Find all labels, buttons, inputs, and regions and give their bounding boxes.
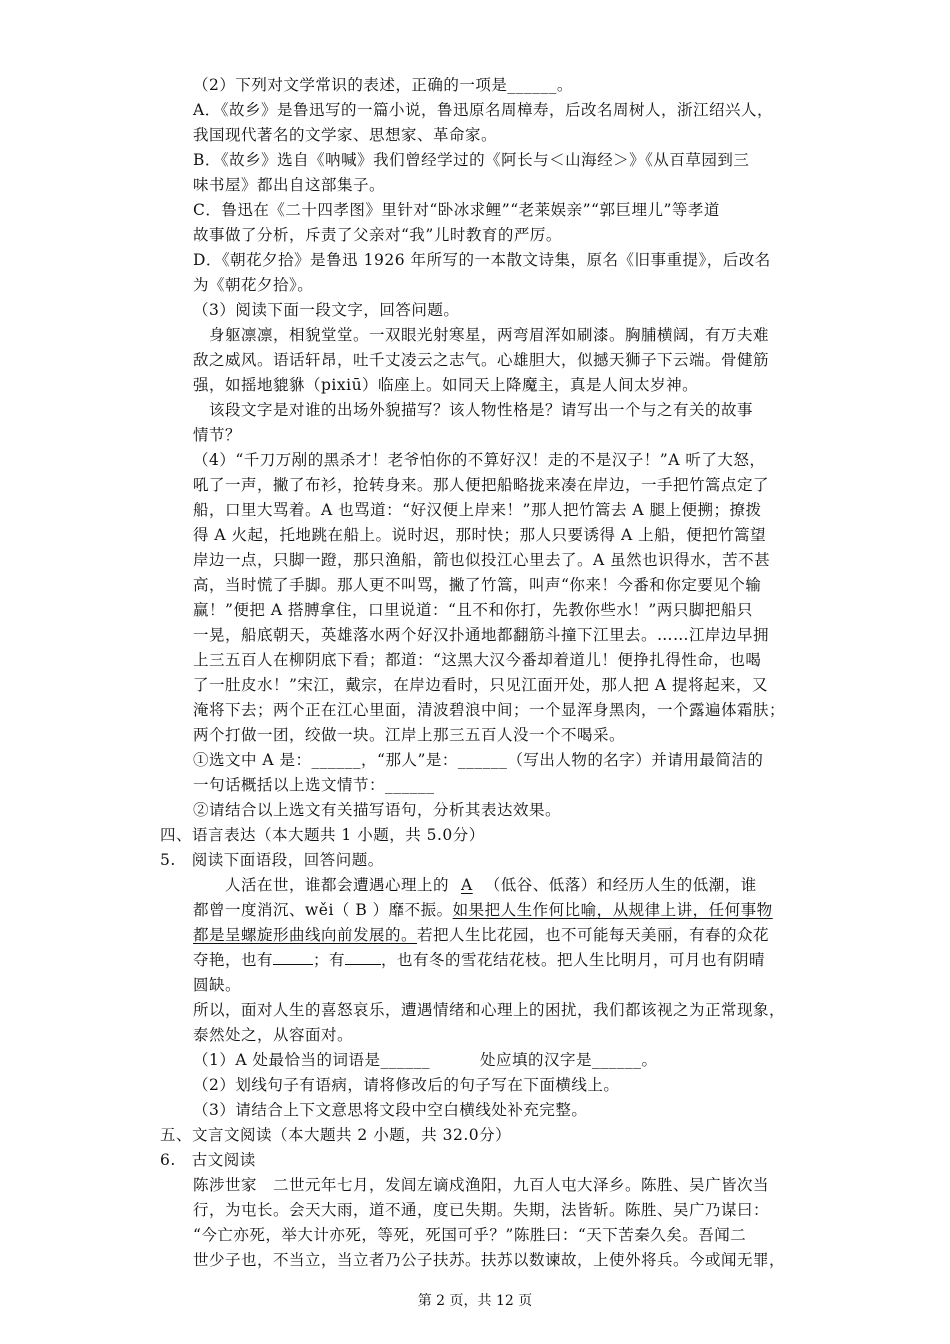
passage-line: 了一肚皮水！”宋江，戴宗，在岸边看时，只见江面开处，那人把 A 提将起来，又 — [193, 676, 768, 694]
passage-line: 船，口里大骂着。A 也骂道：“好汉便上岸来！”那人把竹篙去 A 腿上便搠；撩拨 — [193, 501, 762, 519]
passage-line — [193, 948, 765, 972]
passage-line: 淹将下去；两个正在江心里面，清波碧浪中间；一个显浑身黑肉，一个露遍体霜肤； — [193, 701, 786, 719]
option-a: A．《故乡》是鲁迅写的一篇小说，鲁迅原名周樟寿，后改名周树人，浙江绍兴人， — [193, 101, 773, 119]
passage-line: 高，当时慌了手脚。那人更不叫骂，撇了竹篙，叫声“你来！今番和你定要见个输 — [193, 576, 762, 594]
blank-a: A — [461, 876, 473, 894]
option-a-cont: 我国现代著名的文学家、思想家、革命家。 — [193, 126, 498, 144]
question-2-stem: （2）下列对文学常识的表述，正确的一项是______。 — [193, 76, 573, 94]
underlined-sentence: 如果把人生作何比喻，从规律上讲，任何事物 — [452, 901, 773, 919]
sub-question-1: ①选文中 A 是：______，“那人”是：______（写出人物的名字）并请用最简洁的 — [193, 751, 764, 769]
option-c-cont: 故事做了分析，斥责了父亲对“我”儿时教育的严厉。 — [193, 226, 562, 244]
passage-line — [193, 898, 773, 922]
passage-line: 强，如摇地貔貅（pixiū）临座上。如同天上降魔主，真是人间太岁神。 — [193, 376, 699, 394]
section-heading-4: 四、语言表达（本大题共 1 小题，共 5.0分） — [160, 826, 485, 844]
question-3-prompt-cont: 情节？ — [193, 426, 242, 444]
passage-line: 赢！”便把 A 搭膊拿住，口里说道：“且不和你打，先教你些水！”两只脚把船只 — [193, 601, 753, 619]
question-5-stem: 5. 阅读下面语段，回答问题。 — [160, 851, 384, 869]
sub-question-3: （3）请结合上下文意思将文段中空白横线处补充完整。 — [193, 1101, 588, 1119]
passage-line: 所以，面对人生的喜怒哀乐，遭遇情绪和心理上的困扰，我们都该视之为正常现象， — [193, 1001, 786, 1019]
classical-text-line: 陈涉世家 二世元年七月，发闾左谪戍渔阳，九百人屯大泽乡。陈胜、吴广皆次当 — [193, 1176, 770, 1194]
classical-text-line: 行，为屯长。会天大雨，道不通，度已失期。失期，法皆斩。陈胜、吴广乃谋曰： — [193, 1201, 770, 1219]
blank-line — [273, 949, 313, 965]
passage-text: 夺艳，也有 — [193, 951, 274, 969]
passage-line: 岸边一点，只脚一蹬，那只渔船，箭也似投江心里去了。A 虽然也识得水，苦不甚 — [193, 551, 771, 569]
question-6-stem: 6. 古文阅读 — [160, 1151, 256, 1169]
sub-question-2: ②请结合以上选文有关描写语句，分析其表达效果。 — [193, 801, 562, 819]
passage-line: 上三五百人在柳阴底下看；都道：“这黑大汉今番却着道儿！便挣扎得性命，也喝 — [193, 651, 762, 669]
passage-text: ；有 — [313, 951, 346, 969]
section-heading-5: 五、文言文阅读（本大题共 2 小题，共 32.0分） — [160, 1126, 512, 1144]
passage-text: （低谷、低落）和经历人生的低潮，谁 — [484, 876, 757, 894]
page-footer: 第 2 页，共 12 页 — [417, 1293, 533, 1309]
option-d: D．《朝花夕拾》是鲁迅 1926 年所写的一本散文诗集，原名《旧事重提》，后改名 — [193, 251, 771, 269]
passage-line — [193, 873, 757, 897]
option-b-cont: 味书屋》都出自这部集子。 — [193, 176, 386, 194]
passage-line: 身躯凛凛，相貌堂堂。一双眼光射寒星，两弯眉浑如刷漆。胸脯横阔，有万夫难 — [193, 326, 770, 344]
passage-line: 圆缺。 — [193, 976, 242, 994]
question-4-passage: （4）“千刀万剐的黑杀才！老爷怕你的不算好汉！走的不是汉子！”A 听了大怒， — [193, 451, 766, 469]
passage-line: 两个打做一团，绞做一块。江岸上那三五百人没一个不喝采。 — [193, 726, 626, 744]
underlined-sentence: 都是呈螺旋形曲线向前发展的。 — [193, 926, 418, 944]
option-b: B．《故乡》选自《呐喊》我们曾经学过的《阿长与＜山海经＞》《从百草园到三 — [193, 151, 750, 169]
sub-question-text: 处应填的汉字是______。 — [479, 1051, 658, 1069]
passage-line: 泰然处之，从容面对。 — [193, 1026, 354, 1044]
passage-text: ，也有冬的雪花结花枝。把人生比明月，可月也有阴晴 — [381, 951, 766, 969]
classical-text-line: “今亡亦死，举大计亦死，等死，死国可乎？”陈胜曰：“天下苦秦久矣。吾闻二 — [193, 1226, 747, 1244]
sub-question-1-cont: 一句话概括以上选文情节：______ — [193, 776, 435, 794]
passage-text: 若把人生比花园，也不可能每天美丽，有春的众花 — [417, 926, 770, 944]
question-3-stem: （3）阅读下面一段文字，回答问题。 — [193, 301, 460, 319]
passage-line: 一晃，船底朝天，英雄落水两个好汉扑通地都翻筋斗撞下江里去。……江岸边早拥 — [193, 626, 770, 644]
passage-text: 都曾一度消沉、wěi（ B ）靡不振。 — [193, 901, 453, 919]
passage-line: 吼了一声，撇了布衫，抢转身来。那人便把船略拢来凑在岸边，一手把竹篙点定了 — [193, 476, 770, 494]
sub-question-text: （1）A 处最恰当的词语是______ — [193, 1051, 430, 1069]
option-d-cont: 为《朝花夕拾》。 — [193, 276, 314, 294]
blank-line — [345, 949, 381, 965]
question-3-prompt: 该段文字是对谁的出场外貌描写？该人物性格是？请写出一个与之有关的故事 — [193, 401, 754, 419]
passage-line: 得 A 火起，托地跳在船上。说时迟，那时快；那人只要诱得 A 上船，便把竹篙望 — [193, 526, 767, 544]
classical-text-line: 世少子也，不当立，当立者乃公子扶苏。扶苏以数谏故，上使外将兵。今或闻无罪， — [193, 1251, 786, 1269]
passage-line — [193, 923, 769, 947]
sub-question-2: （2）划线句子有语病，请将修改后的句子写在下面横线上。 — [193, 1076, 620, 1094]
passage-text: 人活在世，谁都会遭遇心理上的 — [193, 876, 450, 894]
option-c: C．鲁迅在《二十四孝图》里针对“卧冰求鲤”“老莱娱亲”“郭巨埋儿”等孝道 — [193, 201, 720, 219]
sub-question-1 — [193, 1048, 658, 1072]
passage-line: 敌之威风。语话轩昂，吐千丈凌云之志气。心雄胆大，似撼天狮子下云端。骨健筋 — [193, 351, 770, 369]
